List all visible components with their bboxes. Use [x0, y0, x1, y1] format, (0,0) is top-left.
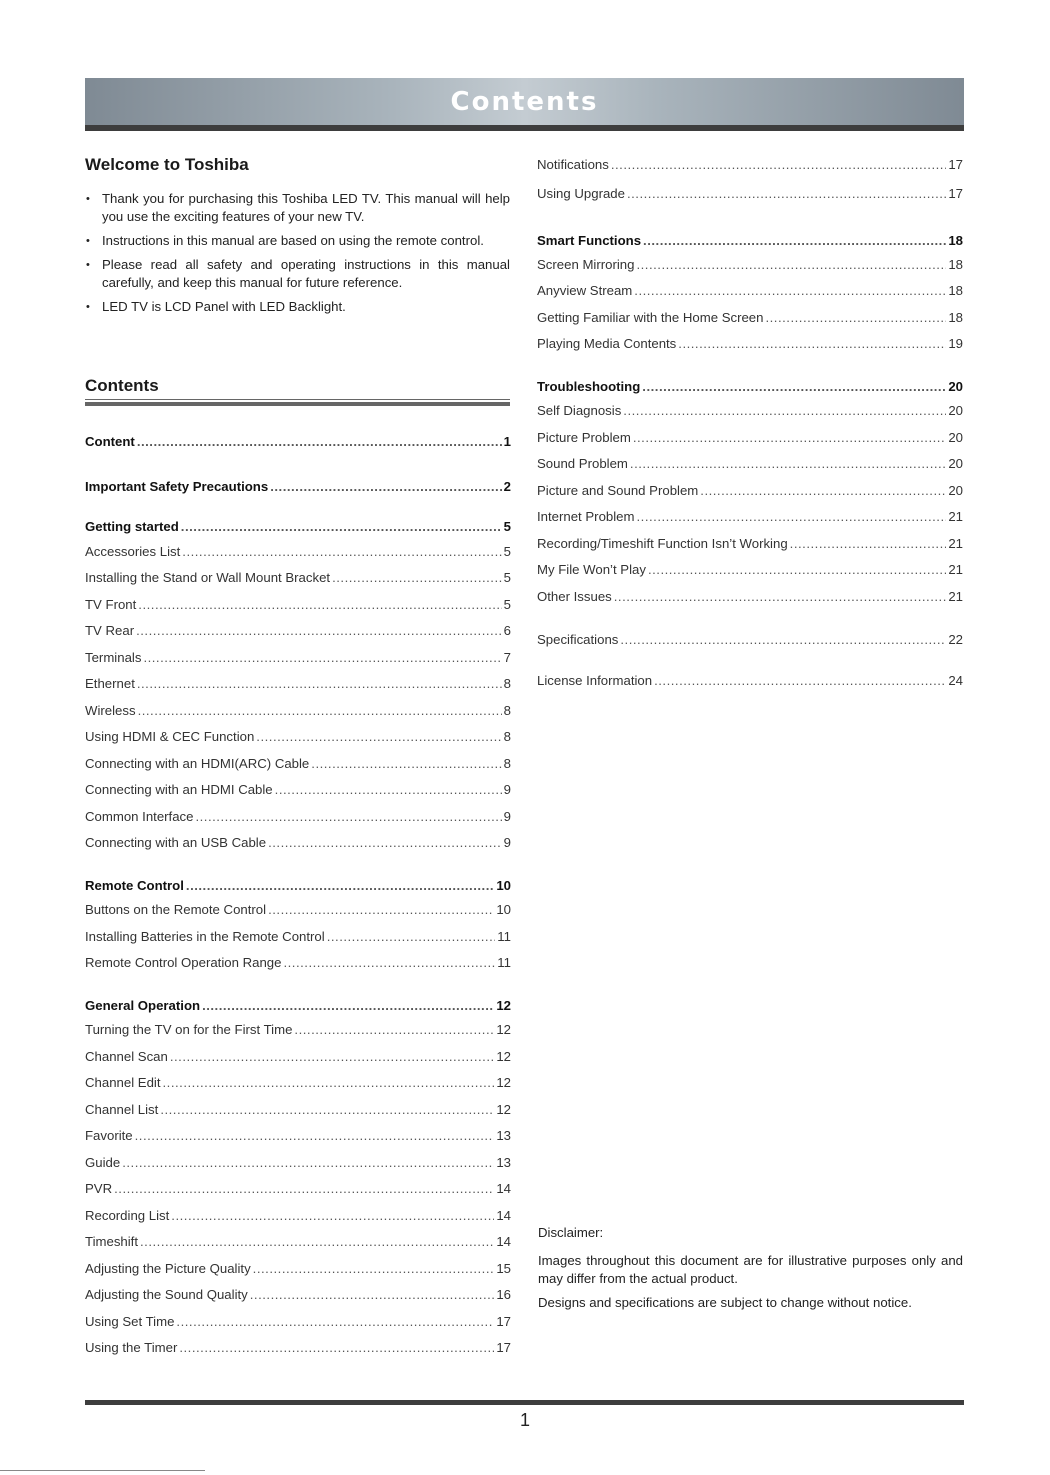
toc-entry-page: 12 — [496, 1102, 511, 1117]
toc-entry — [537, 456, 963, 474]
toc-entry-label: Recording/Timeshift Function Isn’t Working — [537, 536, 788, 551]
toc-leader-dots — [270, 479, 501, 494]
toc-entry-page: 8 — [503, 729, 511, 744]
toc-leader-dots — [633, 430, 947, 445]
toc-entry — [85, 519, 511, 537]
bullet-item: • LED TV is LCD Panel with LED Backlight. — [85, 298, 510, 316]
toc-leader-dots — [138, 703, 502, 718]
toc-entry-page: 12 — [496, 1049, 511, 1064]
disclaimer-block — [538, 1224, 963, 1318]
toc-entry — [85, 902, 511, 920]
toc-entry-label: Installing Batteries in the Remote Control — [85, 929, 325, 944]
toc-entry-page: 22 — [948, 632, 963, 647]
toc-leader-dots — [250, 1287, 495, 1302]
toc-leader-dots — [171, 1208, 494, 1223]
disclaimer-title: Disclaimer: — [538, 1225, 604, 1240]
toc-entry-page: 14 — [496, 1208, 511, 1223]
toc-entry-label: TV Front — [85, 597, 137, 612]
toc-entry — [85, 998, 511, 1016]
toc-entry-page: 1 — [503, 434, 511, 449]
toc-entry-page: 12 — [496, 1022, 511, 1037]
toc-leader-dots — [186, 878, 494, 893]
toc-entry-label: Favorite — [85, 1128, 133, 1143]
toc-entry-page: 20 — [948, 379, 963, 394]
toc-entry — [537, 283, 963, 301]
toc-entry-page: 10 — [496, 902, 511, 917]
toc-entry — [537, 430, 963, 448]
toc-entry-page: 18 — [948, 233, 963, 248]
toc-entry-label: Channel Scan — [85, 1049, 168, 1064]
toc-entry-page: 17 — [948, 157, 963, 172]
toc-leader-dots — [138, 597, 501, 612]
bullet-item: • Please read all safety and operating instructions in this manual carefully, and keep this manual for future reference. — [85, 256, 510, 292]
toc-leader-dots — [137, 434, 502, 449]
toc-entry-label: Getting started — [85, 519, 179, 534]
toc-entry-page: 10 — [496, 878, 511, 893]
toc-entry-page: 19 — [948, 336, 963, 351]
toc-entry-page: 18 — [948, 283, 963, 298]
toc-leader-dots — [623, 403, 946, 418]
toc-entry — [85, 1155, 511, 1173]
toc-entry-label: Accessories List — [85, 544, 181, 559]
toc-leader-dots — [160, 1102, 494, 1117]
toc-leader-dots — [170, 1049, 494, 1064]
toc-entry-label: Specifications — [537, 632, 619, 647]
toc-entry-page: 17 — [948, 186, 963, 201]
toc-entry — [85, 479, 511, 497]
toc-leader-dots — [700, 483, 946, 498]
toc-entry-label: Notifications — [537, 157, 609, 172]
toc-leader-dots — [179, 1340, 494, 1355]
toc-leader-dots — [654, 673, 946, 688]
toc-entry — [85, 929, 511, 947]
scan-artifact-line — [0, 1470, 205, 1471]
toc-leader-dots — [137, 676, 502, 691]
toc-entry — [85, 1340, 511, 1358]
toc-entry — [85, 597, 511, 615]
toc-entry — [537, 673, 963, 691]
footer-divider — [85, 1400, 964, 1405]
toc-entry-page: 18 — [948, 310, 963, 325]
toc-entry-label: TV Rear — [85, 623, 135, 638]
toc-leader-dots — [294, 1022, 494, 1037]
toc-entry-label: Guide — [85, 1155, 121, 1170]
toc-entry-page: 18 — [948, 257, 963, 272]
toc-entry-label: Installing the Stand or Wall Mount Bracket — [85, 570, 331, 585]
toc-entry — [85, 1075, 511, 1093]
toc-entry-page: 9 — [503, 809, 511, 824]
toc-leader-dots — [643, 233, 946, 248]
toc-entry-page: 21 — [948, 589, 963, 604]
toc-entry-label: General Operation — [85, 998, 201, 1013]
toc-entry-label: Connecting with an HDMI Cable — [85, 782, 273, 797]
toc-entry-page: 7 — [503, 650, 511, 665]
toc-entry — [85, 570, 511, 588]
toc-entry-page: 16 — [496, 1287, 511, 1302]
toc-entry-label: Using Upgrade — [537, 186, 625, 201]
toc-entry — [85, 1261, 511, 1279]
toc-entry — [85, 623, 511, 641]
toc-entry-label: Remote Control — [85, 878, 184, 893]
toc-entry-page: 8 — [503, 703, 511, 718]
toc-entry-page: 5 — [503, 544, 511, 559]
toc-leader-dots — [163, 1075, 495, 1090]
toc-leader-dots — [620, 632, 946, 647]
toc-entry — [85, 756, 511, 774]
toc-entry-label: Using the Timer — [85, 1340, 178, 1355]
toc-entry-label: Channel Edit — [85, 1075, 161, 1090]
disclaimer-paragraph: Images throughout this document are for illustrative purposes only and may differ from the actual product. — [538, 1253, 963, 1286]
toc-entry-label: Buttons on the Remote Control — [85, 902, 267, 917]
bullet-item: • Thank you for purchasing this Toshiba LED TV. This manual will help you use the exciting features of your new TV. — [85, 190, 510, 226]
toc-entry-page: 21 — [948, 536, 963, 551]
toc-leader-dots — [114, 1181, 494, 1196]
toc-entry-page: 24 — [948, 673, 963, 688]
toc-leader-dots — [630, 456, 946, 471]
toc-entry — [537, 483, 963, 501]
toc-entry — [85, 676, 511, 694]
toc-entry-page: 12 — [496, 1075, 511, 1090]
toc-entry — [85, 729, 511, 747]
toc-entry-page: 13 — [496, 1128, 511, 1143]
toc-entry-page: 14 — [496, 1181, 511, 1196]
toc-entry-label: Playing Media Contents — [537, 336, 677, 351]
toc-leader-dots — [611, 157, 946, 172]
page-number: 1 — [519, 1410, 530, 1430]
toc-entry — [537, 562, 963, 580]
toc-entry — [537, 233, 963, 251]
toc-entry-page: 21 — [948, 509, 963, 524]
toc-entry — [85, 809, 511, 827]
toc-leader-dots — [256, 729, 501, 744]
toc-entry-page: 8 — [503, 676, 511, 691]
toc-entry — [537, 157, 963, 175]
toc-leader-dots — [181, 519, 502, 534]
toc-entry-page: 8 — [503, 756, 511, 771]
toc-entry — [537, 186, 963, 204]
toc-entry-label: Self Diagnosis — [537, 403, 622, 418]
toc-entry-label: Screen Mirroring — [537, 257, 635, 272]
toc-entry-page: 14 — [496, 1234, 511, 1249]
toc-leader-dots — [642, 379, 946, 394]
toc-entry — [85, 650, 511, 668]
toc-entry — [85, 1287, 511, 1305]
toc-entry-page: 20 — [948, 483, 963, 498]
toc-entry-label: Using Set Time — [85, 1314, 175, 1329]
toc-leader-dots — [634, 283, 946, 298]
toc-entry-page: 15 — [496, 1261, 511, 1276]
toc-entry — [537, 632, 963, 650]
toc-entry — [85, 434, 511, 452]
toc-entry — [85, 1234, 511, 1252]
toc-entry-label: Internet Problem — [537, 509, 635, 524]
toc-leader-dots — [202, 998, 494, 1013]
toc-entry-label: Content — [85, 434, 135, 449]
toc-entry — [85, 1128, 511, 1146]
toc-entry-label: Recording List — [85, 1208, 170, 1223]
toc-entry-page: 2 — [503, 479, 511, 494]
toc-entry-page: 5 — [503, 570, 511, 585]
contents-heading: Contents — [85, 376, 159, 395]
bullet-item: • Instructions in this manual are based on using the remote control. — [85, 232, 510, 250]
toc-entry-label: Anyview Stream — [537, 283, 633, 298]
toc-entry-label: Turning the TV on for the First Time — [85, 1022, 293, 1037]
toc-leader-dots — [122, 1155, 494, 1170]
toc-leader-dots — [182, 544, 501, 559]
toc-entry — [85, 1022, 511, 1040]
toc-entry-label: Common Interface — [85, 809, 194, 824]
toc-entry — [537, 336, 963, 354]
toc-entry-label: Remote Control Operation Range — [85, 955, 282, 970]
toc-entry-page: 5 — [503, 597, 511, 612]
toc-entry-label: Channel List — [85, 1102, 159, 1117]
toc-entry-label: Smart Functions — [537, 233, 642, 248]
toc-entry-label: Important Safety Precautions — [85, 479, 269, 494]
toc-leader-dots — [135, 1128, 495, 1143]
toc-entry — [85, 955, 511, 973]
toc-leader-dots — [765, 310, 946, 325]
toc-entry — [537, 509, 963, 527]
toc-leader-dots — [275, 782, 502, 797]
toc-leader-dots — [790, 536, 947, 551]
toc-entry-page: 5 — [503, 519, 511, 534]
toc-entry — [537, 310, 963, 328]
toc-leader-dots — [136, 623, 502, 638]
toc-entry-label: Troubleshooting — [537, 379, 641, 394]
toc-entry — [85, 1102, 511, 1120]
toc-entry-page: 6 — [503, 623, 511, 638]
disclaimer-paragraph: Designs and specifications are subject to change without notice. — [538, 1295, 912, 1310]
toc-leader-dots — [253, 1261, 495, 1276]
toc-entry-label: Getting Familiar with the Home Screen — [537, 310, 764, 325]
toc-leader-dots — [195, 809, 501, 824]
toc-entry-page: 13 — [496, 1155, 511, 1170]
toc-entry-page: 20 — [948, 403, 963, 418]
toc-leader-dots — [140, 1234, 494, 1249]
toc-entry — [537, 589, 963, 607]
toc-entry-label: Connecting with an HDMI(ARC) Cable — [85, 756, 310, 771]
toc-entry-label: Terminals — [85, 650, 142, 665]
toc-entry-page: 21 — [948, 562, 963, 577]
welcome-title: Welcome to Toshiba — [85, 155, 249, 174]
toc-entry-label: Wireless — [85, 703, 136, 718]
toc-entry-label: Connecting with an USB Cable — [85, 835, 267, 850]
toc-entry — [537, 257, 963, 275]
toc-entry-label: Timeshift — [85, 1234, 139, 1249]
toc-leader-dots — [268, 835, 502, 850]
toc-entry — [85, 1314, 511, 1332]
toc-entry-label: License Information — [537, 673, 653, 688]
toc-leader-dots — [678, 336, 946, 351]
toc-entry — [85, 835, 511, 853]
toc-entry — [537, 379, 963, 397]
toc-entry-page: 17 — [496, 1314, 511, 1329]
toc-entry-label: Using HDMI & CEC Function — [85, 729, 255, 744]
toc-leader-dots — [614, 589, 947, 604]
toc-entry-page: 11 — [497, 955, 511, 970]
toc-entry — [85, 782, 511, 800]
toc-entry — [537, 536, 963, 554]
toc-entry — [85, 1181, 511, 1199]
toc-entry-page: 20 — [948, 430, 963, 445]
toc-entry-label: Ethernet — [85, 676, 135, 691]
toc-entry-label: My File Won’t Play — [537, 562, 646, 577]
toc-entry-label: Adjusting the Sound Quality — [85, 1287, 248, 1302]
toc-entry-label: Picture and Sound Problem — [537, 483, 699, 498]
toc-leader-dots — [283, 955, 495, 970]
toc-entry-page: 9 — [503, 782, 511, 797]
toc-entry-label: Sound Problem — [537, 456, 628, 471]
toc-entry-page: 12 — [496, 998, 511, 1013]
toc-entry — [85, 1208, 511, 1226]
toc-entry — [85, 1049, 511, 1067]
toc-entry — [537, 403, 963, 421]
toc-entry-label: Picture Problem — [537, 430, 631, 445]
toc-leader-dots — [637, 509, 947, 524]
toc-entry — [85, 878, 511, 896]
toc-entry-label: Other Issues — [537, 589, 612, 604]
toc-leader-dots — [327, 929, 496, 944]
toc-leader-dots — [311, 756, 501, 771]
toc-leader-dots — [636, 257, 946, 272]
toc-entry — [85, 703, 511, 721]
toc-leader-dots — [268, 902, 494, 917]
toc-left-column — [85, 0, 511, 1475]
toc-leader-dots — [648, 562, 946, 577]
toc-entry-label: PVR — [85, 1181, 113, 1196]
toc-entry-page: 17 — [496, 1340, 511, 1355]
toc-entry — [85, 544, 511, 562]
toc-entry-page: 9 — [503, 835, 511, 850]
toc-leader-dots — [332, 570, 502, 585]
toc-entry-page: 20 — [948, 456, 963, 471]
banner-title: Contents — [450, 86, 599, 117]
toc-leader-dots — [143, 650, 501, 665]
toc-entry-label: Adjusting the Picture Quality — [85, 1261, 251, 1276]
toc-leader-dots — [627, 186, 946, 201]
toc-leader-dots — [176, 1314, 494, 1329]
toc-entry-page: 11 — [497, 929, 511, 944]
